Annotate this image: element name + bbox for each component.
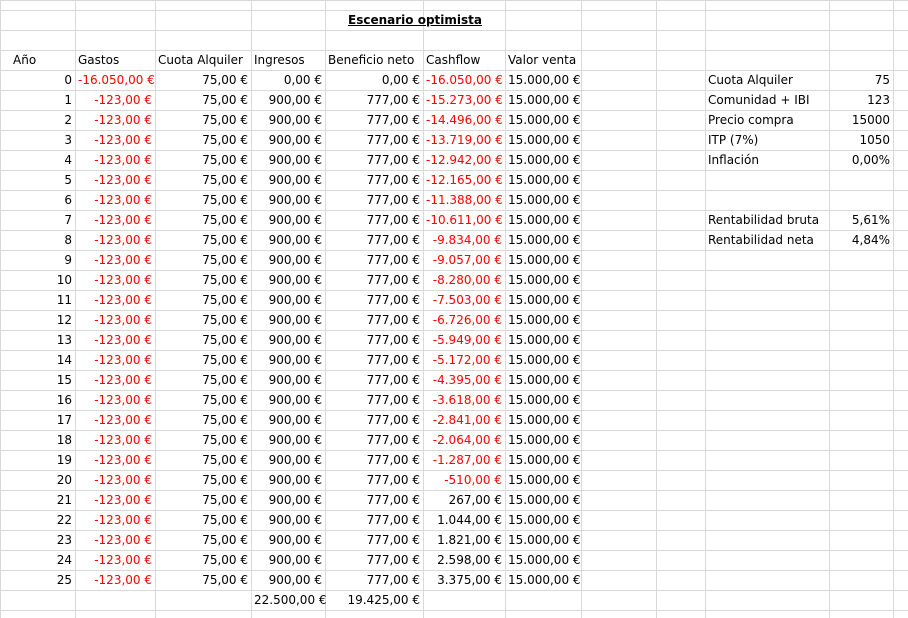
table-cell[interactable]: 17 (56, 413, 72, 427)
table-cell[interactable]: -4.395,00 € (432, 373, 502, 387)
table-cell[interactable]: -123,00 € (94, 93, 152, 107)
sheet-title[interactable]: Escenario optimista (348, 13, 482, 27)
table-cell[interactable]: 75,00 € (202, 553, 248, 567)
table-cell[interactable]: 15.000,00 € (508, 273, 581, 287)
table-cell[interactable]: 75,00 € (202, 493, 248, 507)
return-value[interactable]: 5,61% (851, 213, 890, 227)
table-cell[interactable]: 75,00 € (202, 213, 248, 227)
table-cell[interactable]: 267,00 € (448, 493, 502, 507)
table-cell[interactable]: 777,00 € (366, 213, 420, 227)
table-cell[interactable]: 900,00 € (268, 573, 322, 587)
table-cell[interactable]: 777,00 € (366, 93, 420, 107)
table-cell[interactable]: 75,00 € (202, 253, 248, 267)
table-cell[interactable]: -510,00 € (444, 473, 502, 487)
column-header[interactable]: Ingresos (254, 53, 305, 67)
table-cell[interactable]: 900,00 € (268, 153, 322, 167)
return-value[interactable]: 4,84% (851, 233, 890, 247)
table-cell[interactable]: 0,00 € (381, 73, 420, 87)
table-cell[interactable]: 900,00 € (268, 553, 322, 567)
table-cell[interactable]: 75,00 € (202, 413, 248, 427)
table-cell[interactable]: -1.287,00 € (432, 453, 502, 467)
table-cell[interactable]: -14.496,00 € (426, 113, 503, 127)
column-gridline (656, 0, 657, 618)
table-cell[interactable]: 900,00 € (268, 393, 322, 407)
column-header[interactable]: Cashflow (426, 53, 481, 67)
table-cell[interactable]: 1.821,00 € (437, 533, 502, 547)
table-cell[interactable]: 15.000,00 € (508, 153, 581, 167)
table-cell[interactable]: 2.598,00 € (437, 553, 502, 567)
table-cell[interactable]: -15.273,00 € (426, 93, 503, 107)
table-cell[interactable]: -123,00 € (94, 333, 152, 347)
table-cell[interactable]: -12.165,00 € (426, 173, 503, 187)
table-cell[interactable]: -123,00 € (94, 293, 152, 307)
table-cell[interactable]: -9.834,00 € (432, 233, 502, 247)
table-cell[interactable]: 75,00 € (202, 293, 248, 307)
table-cell[interactable]: 900,00 € (268, 473, 322, 487)
table-cell[interactable]: 900,00 € (268, 513, 322, 527)
table-cell[interactable]: 5 (64, 173, 72, 187)
table-cell[interactable]: 900,00 € (268, 113, 322, 127)
table-cell[interactable]: 900,00 € (268, 193, 322, 207)
table-cell[interactable]: 777,00 € (366, 153, 420, 167)
table-cell[interactable]: -12.942,00 € (426, 153, 503, 167)
table-cell[interactable]: 777,00 € (366, 233, 420, 247)
table-cell[interactable]: 15.000,00 € (508, 213, 581, 227)
table-cell[interactable]: -123,00 € (94, 413, 152, 427)
table-cell[interactable]: 6 (64, 193, 72, 207)
table-cell[interactable]: 777,00 € (366, 293, 420, 307)
table-cell[interactable]: 777,00 € (366, 573, 420, 587)
table-cell[interactable]: -123,00 € (94, 433, 152, 447)
table-cell[interactable]: -123,00 € (94, 533, 152, 547)
table-cell[interactable]: 3 (64, 133, 72, 147)
param-value[interactable]: 0,00% (851, 153, 890, 167)
table-cell[interactable]: 900,00 € (268, 173, 322, 187)
table-cell[interactable]: 13 (56, 333, 72, 347)
table-cell[interactable]: -123,00 € (94, 573, 152, 587)
table-cell[interactable]: 75,00 € (202, 93, 248, 107)
return-label[interactable]: Rentabilidad neta (708, 233, 814, 247)
table-cell[interactable]: 15.000,00 € (508, 373, 581, 387)
table-cell[interactable]: 15.000,00 € (508, 133, 581, 147)
table-cell[interactable]: 25 (56, 573, 72, 587)
table-cell[interactable]: 15.000,00 € (508, 233, 581, 247)
table-cell[interactable]: 8 (64, 233, 72, 247)
table-cell[interactable]: 15.000,00 € (508, 293, 581, 307)
table-cell[interactable]: -11.388,00 € (426, 193, 503, 207)
table-cell[interactable]: 900,00 € (268, 373, 322, 387)
table-cell[interactable]: 75,00 € (202, 113, 248, 127)
table-cell[interactable]: -8.280,00 € (432, 273, 502, 287)
table-cell[interactable]: 777,00 € (366, 313, 420, 327)
table-cell[interactable]: 2 (64, 113, 72, 127)
table-cell[interactable]: 900,00 € (268, 233, 322, 247)
param-value[interactable]: 15000 (851, 113, 890, 127)
table-cell[interactable]: 75,00 € (202, 333, 248, 347)
table-cell[interactable]: 777,00 € (366, 353, 420, 367)
table-cell[interactable]: 777,00 € (366, 393, 420, 407)
table-cell[interactable]: 14 (56, 353, 72, 367)
table-cell[interactable]: -123,00 € (94, 493, 152, 507)
table-cell[interactable]: 15.000,00 € (508, 433, 581, 447)
table-cell[interactable]: 900,00 € (268, 453, 322, 467)
table-cell[interactable]: 75,00 € (202, 133, 248, 147)
table-cell[interactable]: -3.618,00 € (432, 393, 502, 407)
table-cell[interactable]: 900,00 € (268, 413, 322, 427)
table-cell[interactable]: 3.375,00 € (437, 573, 502, 587)
table-cell[interactable]: 15.000,00 € (508, 453, 581, 467)
table-cell[interactable]: 15.000,00 € (508, 93, 581, 107)
column-gridline (581, 0, 582, 618)
table-cell[interactable]: -123,00 € (94, 353, 152, 367)
table-cell[interactable]: 23 (56, 533, 72, 547)
table-cell[interactable]: 12 (56, 313, 72, 327)
table-cell[interactable]: 777,00 € (366, 553, 420, 567)
table-cell[interactable]: -13.719,00 € (426, 133, 503, 147)
table-cell[interactable]: 777,00 € (366, 473, 420, 487)
table-cell[interactable]: 900,00 € (268, 333, 322, 347)
table-cell[interactable]: -2.064,00 € (432, 433, 502, 447)
table-cell[interactable]: 900,00 € (268, 293, 322, 307)
table-cell[interactable]: 900,00 € (268, 313, 322, 327)
table-cell[interactable]: 900,00 € (268, 533, 322, 547)
table-cell[interactable]: 0 (64, 73, 72, 87)
row-gridline (0, 610, 908, 611)
table-cell[interactable]: -10.611,00 € (426, 213, 503, 227)
table-cell[interactable]: 75,00 € (202, 373, 248, 387)
table-cell[interactable]: 15.000,00 € (508, 473, 581, 487)
table-cell[interactable]: 777,00 € (366, 533, 420, 547)
table-cell[interactable]: 7 (64, 213, 72, 227)
table-cell[interactable]: 777,00 € (366, 173, 420, 187)
table-cell[interactable]: 11 (56, 293, 72, 307)
table-cell[interactable]: -123,00 € (94, 113, 152, 127)
table-cell[interactable]: 15.000,00 € (508, 413, 581, 427)
table-cell[interactable]: 75,00 € (202, 353, 248, 367)
table-cell[interactable]: 777,00 € (366, 133, 420, 147)
table-cell[interactable]: 0,00 € (283, 73, 322, 87)
table-cell[interactable]: 15.000,00 € (508, 73, 581, 87)
param-label[interactable]: Precio compra (708, 113, 794, 127)
row-gridline (0, 30, 908, 31)
table-cell[interactable]: 1 (64, 93, 72, 107)
column-header[interactable]: Beneficio neto (328, 53, 415, 67)
table-cell[interactable]: 15.000,00 € (508, 313, 581, 327)
column-header[interactable]: Año (13, 53, 37, 67)
table-cell[interactable]: 9 (64, 253, 72, 267)
table-cell[interactable]: 75,00 € (202, 533, 248, 547)
table-cell[interactable]: 900,00 € (268, 353, 322, 367)
table-cell[interactable]: 777,00 € (366, 453, 420, 467)
table-cell[interactable]: -123,00 € (94, 473, 152, 487)
table-cell[interactable]: -123,00 € (94, 393, 152, 407)
table-cell[interactable]: 15.000,00 € (508, 333, 581, 347)
table-cell[interactable]: 15.000,00 € (508, 573, 581, 587)
table-cell[interactable]: 15.000,00 € (508, 253, 581, 267)
table-cell[interactable]: 19 (56, 453, 72, 467)
table-cell[interactable]: 900,00 € (268, 433, 322, 447)
table-cell[interactable]: 900,00 € (268, 133, 322, 147)
param-value[interactable]: 123 (867, 93, 890, 107)
table-cell[interactable]: 75,00 € (202, 453, 248, 467)
table-cell[interactable]: 15.000,00 € (508, 513, 581, 527)
return-label[interactable]: Rentabilidad bruta (708, 213, 820, 227)
param-value[interactable]: 75 (874, 73, 890, 87)
table-cell[interactable]: 15.000,00 € (508, 173, 581, 187)
table-cell[interactable]: 777,00 € (366, 253, 420, 267)
table-cell[interactable]: -16.050,00 € (426, 73, 503, 87)
param-label[interactable]: Comunidad + IBI (708, 93, 810, 107)
table-cell[interactable]: -123,00 € (94, 513, 152, 527)
table-cell[interactable]: 75,00 € (202, 513, 248, 527)
table-cell[interactable]: 75,00 € (202, 433, 248, 447)
table-cell[interactable]: 4 (64, 153, 72, 167)
param-value[interactable]: 1050 (859, 133, 890, 147)
table-cell[interactable]: -123,00 € (94, 193, 152, 207)
table-cell[interactable]: 75,00 € (202, 173, 248, 187)
table-cell[interactable]: -123,00 € (94, 133, 152, 147)
table-cell[interactable]: -123,00 € (94, 273, 152, 287)
table-cell[interactable]: 75,00 € (202, 473, 248, 487)
column-header[interactable]: Gastos (78, 53, 120, 67)
table-cell[interactable]: -123,00 € (94, 233, 152, 247)
table-cell[interactable]: 777,00 € (366, 513, 420, 527)
table-cell[interactable]: -6.726,00 € (432, 313, 502, 327)
table-cell[interactable]: 75,00 € (202, 73, 248, 87)
table-cell[interactable]: 15.000,00 € (508, 493, 581, 507)
table-cell[interactable]: 15.000,00 € (508, 553, 581, 567)
table-cell[interactable]: -123,00 € (94, 153, 152, 167)
table-cell[interactable]: 75,00 € (202, 193, 248, 207)
table-cell[interactable]: 22 (56, 513, 72, 527)
table-cell[interactable]: 777,00 € (366, 193, 420, 207)
table-cell[interactable]: 777,00 € (366, 333, 420, 347)
table-cell[interactable]: 75,00 € (202, 313, 248, 327)
table-cell[interactable]: 900,00 € (268, 253, 322, 267)
table-cell[interactable]: 900,00 € (268, 93, 322, 107)
table-cell[interactable]: 75,00 € (202, 273, 248, 287)
row-gridline (0, 0, 908, 1)
table-cell[interactable]: 75,00 € (202, 573, 248, 587)
table-cell[interactable]: -123,00 € (94, 313, 152, 327)
table-cell[interactable]: 75,00 € (202, 393, 248, 407)
table-cell[interactable]: 15.000,00 € (508, 393, 581, 407)
table-cell[interactable]: -123,00 € (94, 553, 152, 567)
table-cell[interactable]: -123,00 € (94, 173, 152, 187)
table-cell[interactable]: 21 (56, 493, 72, 507)
table-cell[interactable]: 900,00 € (268, 213, 322, 227)
table-cell[interactable]: -9.057,00 € (432, 253, 502, 267)
table-cell[interactable]: 900,00 € (268, 493, 322, 507)
table-cell[interactable]: 75,00 € (202, 153, 248, 167)
table-cell[interactable]: -5.172,00 € (432, 353, 502, 367)
table-cell[interactable]: -5.949,00 € (432, 333, 502, 347)
table-cell[interactable]: 777,00 € (366, 493, 420, 507)
table-cell[interactable]: 1.044,00 € (437, 513, 502, 527)
table-cell[interactable]: 777,00 € (366, 113, 420, 127)
table-cell[interactable]: -123,00 € (94, 253, 152, 267)
table-cell[interactable]: 15 (56, 373, 72, 387)
table-cell[interactable]: 16 (56, 393, 72, 407)
table-cell[interactable]: -123,00 € (94, 213, 152, 227)
table-cell[interactable]: 15.000,00 € (508, 113, 581, 127)
row-gridline (0, 590, 908, 591)
table-cell[interactable]: 777,00 € (366, 373, 420, 387)
table-cell[interactable]: 18 (56, 433, 72, 447)
table-cell[interactable]: -16.050,00 € (78, 73, 155, 87)
table-cell[interactable]: 777,00 € (366, 273, 420, 287)
table-cell[interactable]: 900,00 € (268, 273, 322, 287)
table-cell[interactable]: 777,00 € (366, 433, 420, 447)
column-header[interactable]: Cuota Alquiler (158, 53, 243, 67)
table-cell[interactable]: 75,00 € (202, 233, 248, 247)
param-label[interactable]: Cuota Alquiler (708, 73, 793, 87)
param-label[interactable]: ITP (7%) (708, 133, 759, 147)
table-cell[interactable]: 15.000,00 € (508, 353, 581, 367)
table-cell[interactable]: 777,00 € (366, 413, 420, 427)
column-header[interactable]: Valor venta (508, 53, 577, 67)
table-cell[interactable]: 24 (56, 553, 72, 567)
table-cell[interactable]: -123,00 € (94, 373, 152, 387)
table-cell[interactable]: 15.000,00 € (508, 193, 581, 207)
table-cell[interactable]: -123,00 € (94, 453, 152, 467)
table-cell[interactable]: -7.503,00 € (432, 293, 502, 307)
table-cell[interactable]: 15.000,00 € (508, 533, 581, 547)
param-label[interactable]: Inflación (708, 153, 759, 167)
table-cell[interactable]: 10 (56, 273, 72, 287)
total-ingresos-cell[interactable]: 22.500,00 € (254, 593, 327, 607)
table-cell[interactable]: 20 (56, 473, 72, 487)
table-cell[interactable]: -2.841,00 € (432, 413, 502, 427)
total-beneficio-cell[interactable]: 19.425,00 € (347, 593, 420, 607)
column-gridline (893, 0, 894, 618)
